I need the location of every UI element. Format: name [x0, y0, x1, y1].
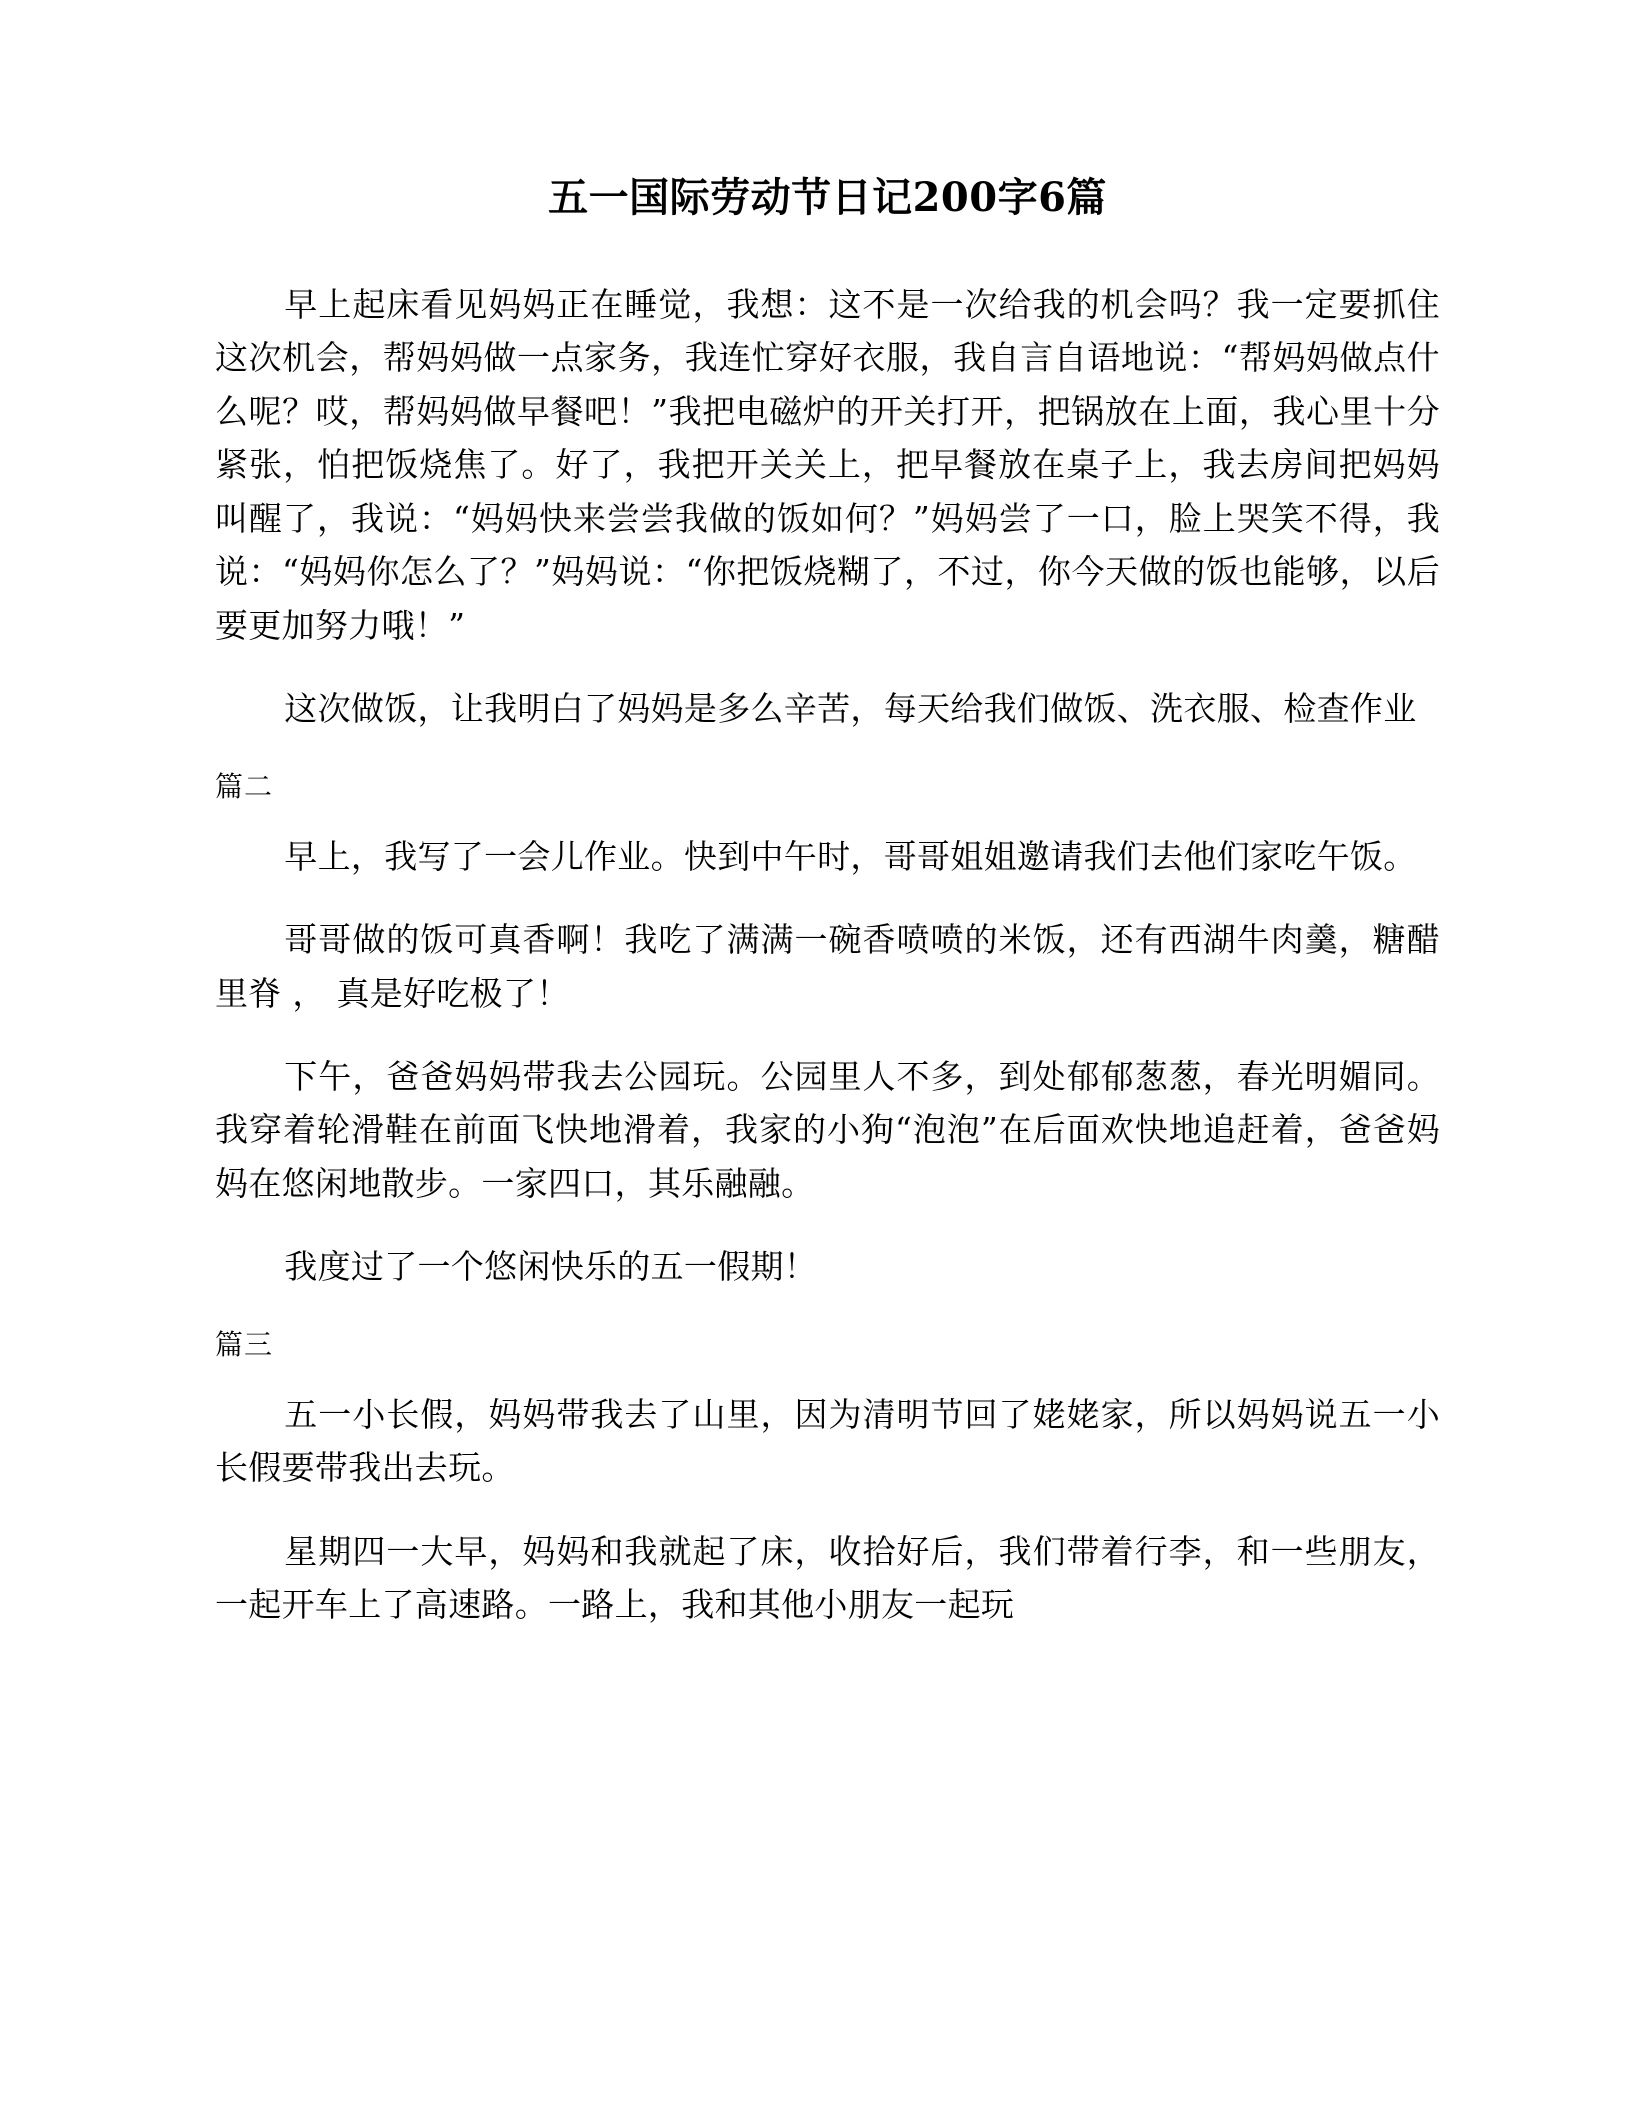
- paragraph: 下午，爸爸妈妈带我去公园玩。公园里人不多，到处郁郁葱葱，春光明媚同。我穿着轮滑鞋在前面飞快地滑着，我家的小狗“泡泡”在后面欢快地追赶着，爸爸妈妈在悠闲地散步。一家四口，其乐融融。: [215, 1056, 1440, 1203]
- paragraph: 早上起床看见妈妈正在睡觉，我想：这不是一次给我的机会吗？我一定要抓住这次机会，帮妈妈做一点家务，我连忙穿好衣服，我自言自语地说：“帮妈妈做点什么呢？哎，帮妈妈做早餐吧！”我把电磁炉的开关打开，把锅放在上面，我心里十分紧张，怕把饭烧焦了。好了，我把开关关上，把早餐放在桌子上，我去房间把妈妈叫醒了，我说：“妈妈快来尝尝我做的饭如何？”妈妈尝了一口，脸上哭笑不得，我说：“妈妈你怎么了？”妈妈说：“你把饭烧糊了，不过，你今天做的饭也能够，以后要更加努力哦！”: [215, 285, 1440, 645]
- section-label: 篇二: [215, 769, 274, 803]
- section-label: 篇三: [215, 1327, 274, 1361]
- paragraph: 哥哥做的饭可真香啊！我吃了满满一碗香喷喷的米饭，还有西湖牛肉羹，糖醋里脊 ， 真是好吃极了！: [215, 920, 1440, 1013]
- page-title: 五一国际劳动节日记200字6篇: [548, 174, 1107, 221]
- paragraph: 早上，我写了一会儿作业。快到中午时，哥哥姐姐邀请我们去他们家吃午饭。: [284, 836, 1417, 876]
- document-body: [215, 278, 1440, 1632]
- paragraph: 我度过了一个悠闲快乐的五一假期！: [284, 1247, 818, 1287]
- paragraph: 这次做饭，让我明白了妈妈是多么辛苦，每天给我们做饭、洗衣服、检查作业: [284, 689, 1417, 729]
- paragraph: 五一小长假，妈妈带我去了山里，因为清明节回了姥姥家，所以妈妈说五一小长假要带我出去玩。: [215, 1394, 1440, 1488]
- paragraph: 星期四一大早，妈妈和我就起了床，收拾好后，我们带着行李，和一些朋友，一起开车上了高速路。一路上，我和其他小朋友一起玩: [215, 1531, 1440, 1625]
